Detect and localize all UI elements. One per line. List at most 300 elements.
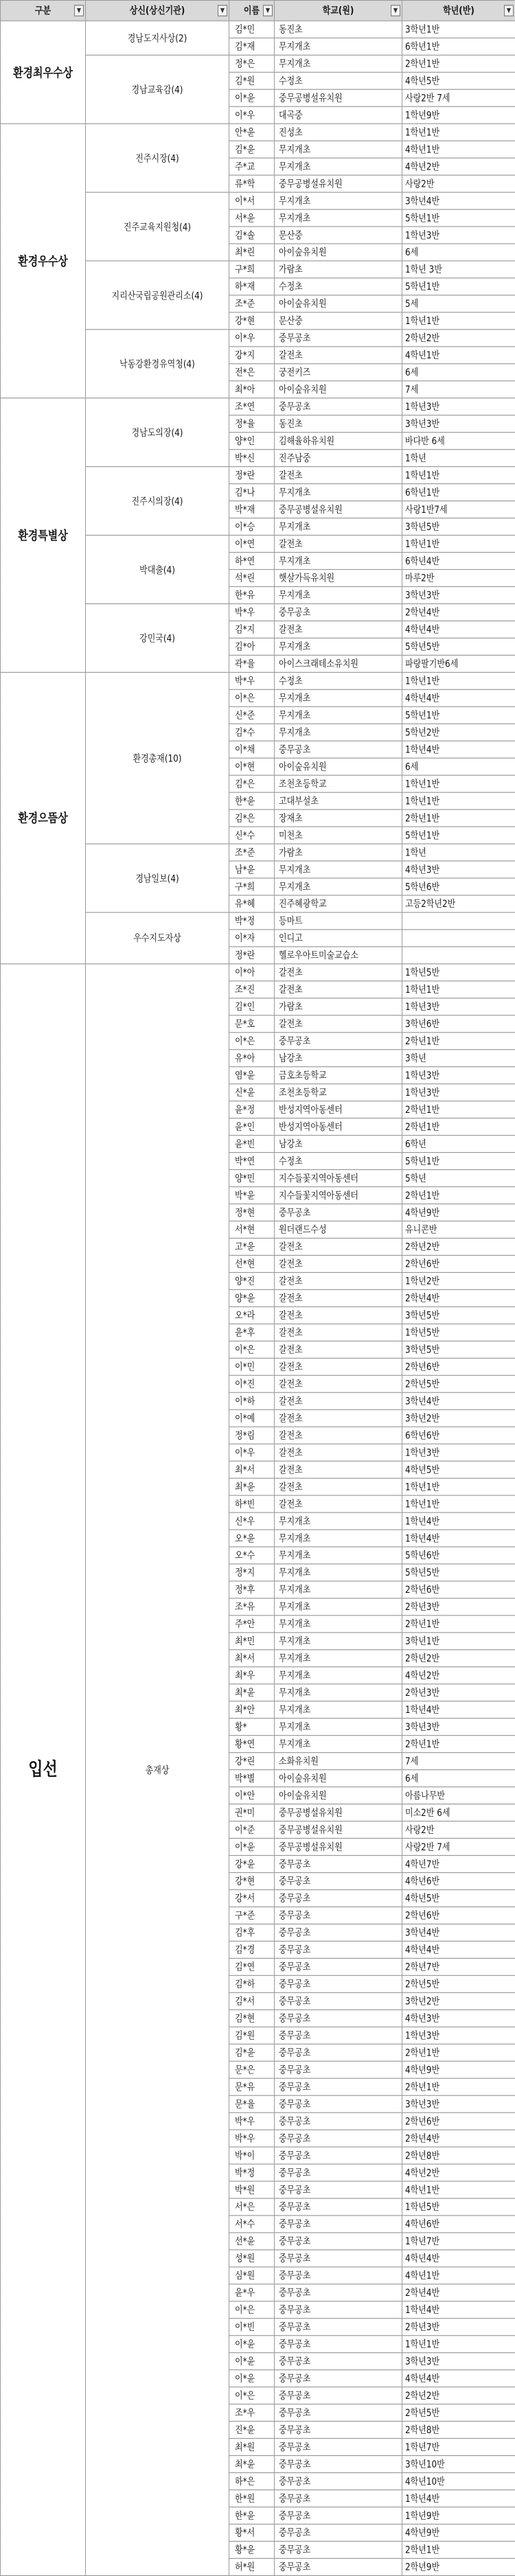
grade-class-cell: 2학년1반 bbox=[402, 1118, 515, 1136]
student-name-cell: 석*린 bbox=[229, 569, 275, 586]
grade-class-cell: 5학년5반 bbox=[402, 638, 515, 655]
student-name-cell: 김*원 bbox=[229, 72, 275, 89]
grade-class-cell: 1학년1반 bbox=[402, 792, 515, 809]
student-name-cell: 유*혜 bbox=[229, 895, 275, 912]
student-name-cell: 조*준 bbox=[229, 295, 275, 312]
header-nominating-org: 상신(상신기관) ▼ bbox=[86, 1, 229, 21]
student-name-cell: 이*빈 bbox=[229, 2319, 275, 2336]
student-name-cell: 조*진 bbox=[229, 981, 275, 998]
student-name-cell: 이*은 bbox=[229, 1341, 275, 1358]
student-name-cell: 최*우 bbox=[229, 1667, 275, 1684]
student-name-cell: 조*연 bbox=[229, 398, 275, 415]
grade-class-cell: 4학년2반 bbox=[402, 2164, 515, 2181]
grade-class-cell: 사랑2반 bbox=[402, 175, 515, 192]
school-cell: 중무공초 bbox=[275, 1033, 402, 1050]
school-cell: 무지개초 bbox=[275, 689, 402, 706]
student-name-cell: 김*윤 bbox=[229, 2044, 275, 2061]
grade-class-cell: 5학년1반 bbox=[402, 278, 515, 295]
school-cell: 무지개초 bbox=[275, 1650, 402, 1667]
grade-class-cell: 1학년4반 bbox=[402, 1701, 515, 1718]
grade-class-cell: 4학년5반 bbox=[402, 1889, 515, 1907]
school-cell: 갈전초 bbox=[275, 1375, 402, 1392]
grade-class-cell bbox=[402, 930, 515, 947]
grade-class-cell: 2학년8반 bbox=[402, 2422, 515, 2439]
school-cell: 대곡중 bbox=[275, 106, 402, 124]
filter-dropdown-icon[interactable]: ▼ bbox=[218, 5, 227, 16]
student-name-cell: 신*우 bbox=[229, 1513, 275, 1530]
student-name-cell: 주*안 bbox=[229, 1615, 275, 1633]
nominating-org-cell: 박대출(4) bbox=[86, 536, 229, 604]
grade-class-cell: 4학년4반 bbox=[402, 689, 515, 706]
school-cell: 무지개초 bbox=[275, 1633, 402, 1650]
school-cell: 수정초 bbox=[275, 1153, 402, 1170]
grade-class-cell: 1학년4반 bbox=[402, 1530, 515, 1547]
school-cell: 중무공초 bbox=[275, 2010, 402, 2027]
school-cell: 중무공초 bbox=[275, 1872, 402, 1889]
student-name-cell: 문*율 bbox=[229, 2095, 275, 2113]
student-name-cell: 윤*빈 bbox=[229, 1136, 275, 1153]
school-cell: 중무공초 bbox=[275, 2336, 402, 2353]
table-row bbox=[1, 21, 515, 38]
grade-class-cell: 3학년3반 bbox=[402, 586, 515, 603]
school-cell: 중무공초 bbox=[275, 2507, 402, 2525]
student-name-cell: 하*재 bbox=[229, 278, 275, 295]
student-name-cell: 최*서 bbox=[229, 1650, 275, 1667]
student-name-cell: 정*란 bbox=[229, 947, 275, 964]
grade-class-cell: 4학년9반 bbox=[402, 2524, 515, 2541]
school-cell: 무지개초 bbox=[275, 141, 402, 158]
school-cell: 갈전초 bbox=[275, 1358, 402, 1375]
grade-class-cell: 4학년5반 bbox=[402, 72, 515, 89]
school-cell: 중무공초 bbox=[275, 1958, 402, 1975]
grade-class-cell: 1학년1반 bbox=[402, 467, 515, 484]
grade-class-cell: 4학년4반 bbox=[402, 2370, 515, 2387]
school-cell: 중무공초 bbox=[275, 2095, 402, 2113]
grade-class-cell: 2학년8반 bbox=[402, 2147, 515, 2164]
grade-class-cell: 6학년4반 bbox=[402, 553, 515, 570]
school-cell: 갈전초 bbox=[275, 981, 402, 998]
school-cell: 수정초 bbox=[275, 72, 402, 89]
student-name-cell: 김*서 bbox=[229, 1992, 275, 2010]
grade-class-cell: 3학년4반 bbox=[402, 192, 515, 209]
grade-class-cell: 5학년6반 bbox=[402, 878, 515, 895]
table-row bbox=[1, 964, 515, 981]
school-cell: 무지개초 bbox=[275, 1615, 402, 1633]
school-cell: 아이숲유치원 bbox=[275, 381, 402, 398]
nominating-org-cell: 진주교육지원청(4) bbox=[86, 192, 229, 261]
school-cell: 원더랜드수성 bbox=[275, 1221, 402, 1238]
student-name-cell: 이*윤 bbox=[229, 2370, 275, 2387]
school-cell: 무지개초 bbox=[275, 1684, 402, 1701]
school-cell: 무지개초 bbox=[275, 553, 402, 570]
school-cell: 가람초 bbox=[275, 261, 402, 278]
grade-class-cell: 1학년5반 bbox=[402, 1324, 515, 1341]
student-name-cell: 권*미 bbox=[229, 1804, 275, 1821]
school-cell: 미천초 bbox=[275, 827, 402, 844]
school-cell: 햇살가득유치원 bbox=[275, 569, 402, 586]
student-name-cell: 김*아 bbox=[229, 638, 275, 655]
grade-class-cell: 2학년7반 bbox=[402, 1958, 515, 1975]
school-cell: 아이숲유치원 bbox=[275, 1770, 402, 1787]
student-name-cell: 최*민 bbox=[229, 1633, 275, 1650]
student-name-cell: 김*연 bbox=[229, 1958, 275, 1975]
grade-class-cell: 2학년5반 bbox=[402, 2404, 515, 2422]
student-name-cell: 강*지 bbox=[229, 347, 275, 364]
school-cell: 무지개초 bbox=[275, 1564, 402, 1581]
student-name-cell: 김*재 bbox=[229, 38, 275, 55]
student-name-cell: 남*윤 bbox=[229, 861, 275, 878]
school-cell: 무지개초 bbox=[275, 1701, 402, 1718]
grade-class-cell: 1학년1반 bbox=[402, 124, 515, 141]
student-name-cell: 서*수 bbox=[229, 2216, 275, 2233]
grade-class-cell: 4학년1반 bbox=[402, 141, 515, 158]
school-cell: 중무공초 bbox=[275, 741, 402, 758]
grade-class-cell: 1학년5반 bbox=[402, 2198, 515, 2216]
school-cell: 장재초 bbox=[275, 809, 402, 827]
grade-class-cell: 6세 bbox=[402, 1770, 515, 1787]
school-cell: 중무공초 bbox=[275, 2267, 402, 2284]
student-name-cell: 김*수 bbox=[229, 724, 275, 741]
grade-class-cell: 2학년6반 bbox=[402, 1358, 515, 1375]
school-cell: 중무공초 bbox=[275, 2541, 402, 2558]
grade-class-cell: 4학년1반 bbox=[402, 347, 515, 364]
grade-class-cell: 3학년4반 bbox=[402, 1392, 515, 1410]
school-cell: 진주혜광학교 bbox=[275, 895, 402, 912]
grade-class-cell: 1학년9반 bbox=[402, 106, 515, 124]
school-cell: 동진초 bbox=[275, 21, 402, 38]
student-name-cell: 윤*인 bbox=[229, 1118, 275, 1136]
grade-class-cell: 2학년6반 bbox=[402, 2113, 515, 2130]
nominating-org-cell: 경남교육감(4) bbox=[86, 55, 229, 124]
school-cell: 가람초 bbox=[275, 998, 402, 1015]
student-name-cell: 박*우 bbox=[229, 603, 275, 621]
student-name-cell: 윤*후 bbox=[229, 1324, 275, 1341]
student-name-cell: 이*아 bbox=[229, 964, 275, 981]
student-name-cell: 양*윤 bbox=[229, 1289, 275, 1307]
grade-class-cell: 3학년5반 bbox=[402, 1341, 515, 1358]
school-cell: 중무공초 bbox=[275, 330, 402, 347]
student-name-cell: 구*준 bbox=[229, 1907, 275, 1924]
school-cell: 무지개초 bbox=[275, 55, 402, 72]
student-name-cell: 류*학 bbox=[229, 175, 275, 192]
nominating-org-cell: 경남일보(4) bbox=[86, 844, 229, 912]
school-cell: 무지개초 bbox=[275, 192, 402, 209]
school-cell: 무지개초 bbox=[275, 1667, 402, 1684]
school-cell: 중무공병설유치원 bbox=[275, 175, 402, 192]
student-name-cell: 이*은 bbox=[229, 689, 275, 706]
nominating-org-cell: 낙동강환경유역청(4) bbox=[86, 330, 229, 398]
school-cell: 중무공초 bbox=[275, 2319, 402, 2336]
student-name-cell: 최*윤 bbox=[229, 2456, 275, 2473]
school-cell: 중무공초 bbox=[275, 2233, 402, 2250]
student-name-cell: 김*은 bbox=[229, 809, 275, 827]
student-name-cell: 박*정 bbox=[229, 2164, 275, 2181]
grade-class-cell: 2학년1반 bbox=[402, 2044, 515, 2061]
student-name-cell: 이*채 bbox=[229, 741, 275, 758]
student-name-cell: 문*유 bbox=[229, 2078, 275, 2095]
grade-class-cell: 2학년3반 bbox=[402, 1598, 515, 1615]
grade-class-cell: 2학년1반 bbox=[402, 2078, 515, 2095]
grade-class-cell: 사랑2반 7세 bbox=[402, 1839, 515, 1856]
student-name-cell: 하*빈 bbox=[229, 1495, 275, 1513]
grade-class-cell: 2학년3반 bbox=[402, 1684, 515, 1701]
grade-class-cell: 1학년4반 bbox=[402, 1513, 515, 1530]
grade-class-cell: 4학년2반 bbox=[402, 1667, 515, 1684]
grade-class-cell: 2학년4반 bbox=[402, 603, 515, 621]
grade-class-cell: 4학년6반 bbox=[402, 1872, 515, 1889]
student-name-cell: 성*원 bbox=[229, 2250, 275, 2267]
grade-class-cell: 1학년3반 bbox=[402, 1084, 515, 1101]
grade-class-cell: 2학년6반 bbox=[402, 1255, 515, 1272]
grade-class-cell: 4학년4반 bbox=[402, 1941, 515, 1958]
student-name-cell: 이*안 bbox=[229, 1787, 275, 1804]
school-cell: 중무공초 bbox=[275, 1975, 402, 1992]
grade-class-cell: 2학년2반 bbox=[402, 330, 515, 347]
school-cell: 중무공초 bbox=[275, 2301, 402, 2319]
school-cell: 문산중 bbox=[275, 312, 402, 330]
student-name-cell: 양*민 bbox=[229, 1170, 275, 1187]
school-cell: 중무공초 bbox=[275, 2027, 402, 2044]
grade-class-cell: 4학년6반 bbox=[402, 2216, 515, 2233]
student-name-cell: 문*은 bbox=[229, 2061, 275, 2078]
grade-class-cell: 3학년10반 bbox=[402, 2456, 515, 2473]
filter-dropdown-icon[interactable]: ▼ bbox=[74, 5, 84, 16]
student-name-cell: 이*자 bbox=[229, 930, 275, 947]
school-cell: 중무공초 bbox=[275, 1907, 402, 1924]
student-name-cell: 하*은 bbox=[229, 2473, 275, 2490]
student-name-cell: 박*연 bbox=[229, 1153, 275, 1170]
school-cell: 중무공초 bbox=[275, 2061, 402, 2078]
school-cell: 갈전초 bbox=[275, 347, 402, 364]
school-cell: 조천초등학교 bbox=[275, 775, 402, 792]
school-cell: 중무공초 bbox=[275, 2387, 402, 2404]
student-name-cell: 이*우 bbox=[229, 106, 275, 124]
grade-class-cell: 미소2반 6세 bbox=[402, 1804, 515, 1821]
grade-class-cell: 4학년4반 bbox=[402, 621, 515, 638]
student-name-cell: 박*원 bbox=[229, 2181, 275, 2198]
student-name-cell: 이*연 bbox=[229, 536, 275, 553]
grade-class-cell: 3학년 bbox=[402, 1050, 515, 1067]
student-name-cell: 염*윤 bbox=[229, 1067, 275, 1084]
grade-class-cell: 2학년4반 bbox=[402, 2284, 515, 2301]
school-cell: 갈전초 bbox=[275, 964, 402, 981]
header-category: 구분 ▼ bbox=[1, 1, 86, 21]
school-cell: 중무공초 bbox=[275, 1924, 402, 1941]
grade-class-cell: 5학년 bbox=[402, 1170, 515, 1187]
school-cell: 갈전초 bbox=[275, 1255, 402, 1272]
filter-dropdown-icon[interactable]: ▼ bbox=[504, 5, 514, 16]
school-cell: 무지개초 bbox=[275, 518, 402, 536]
school-cell: 중무공초 bbox=[275, 2370, 402, 2387]
school-cell: 무지개초 bbox=[275, 38, 402, 55]
school-cell: 무지개초 bbox=[275, 1718, 402, 1736]
grade-class-cell: 1학년4반 bbox=[402, 2490, 515, 2507]
student-name-cell: 박*이 bbox=[229, 2147, 275, 2164]
school-cell: 중무공병설유치원 bbox=[275, 1804, 402, 1821]
header-name: 이름 ▼ bbox=[229, 1, 275, 21]
student-name-cell: 조*준 bbox=[229, 844, 275, 861]
student-name-cell: 신*수 bbox=[229, 827, 275, 844]
school-cell: 갈전초 bbox=[275, 1461, 402, 1478]
school-cell: 갈전초 bbox=[275, 1392, 402, 1410]
student-name-cell: 김*은 bbox=[229, 775, 275, 792]
grade-class-cell: 3학년3반 bbox=[402, 2095, 515, 2113]
grade-class-cell: 1학년5반 bbox=[402, 964, 515, 981]
grade-class-cell: 2학년4반 bbox=[402, 1289, 515, 1307]
grade-class-cell: 1학년1반 bbox=[402, 312, 515, 330]
school-cell: 갈전초 bbox=[275, 1307, 402, 1324]
grade-class-cell: 아름나무반 bbox=[402, 1787, 515, 1804]
school-cell: 중무공초 bbox=[275, 2181, 402, 2198]
student-name-cell: 전*은 bbox=[229, 364, 275, 381]
grade-class-cell: 3학년5반 bbox=[402, 1307, 515, 1324]
school-cell: 진주남중 bbox=[275, 450, 402, 467]
student-name-cell: 서*윤 bbox=[229, 209, 275, 227]
grade-class-cell: 3학년4반 bbox=[402, 1924, 515, 1941]
grade-class-cell: 1학년4반 bbox=[402, 741, 515, 758]
school-cell: 인디고 bbox=[275, 930, 402, 947]
student-name-cell: 황* bbox=[229, 1718, 275, 1736]
header-grade: 학년(반) ▼ bbox=[402, 1, 515, 21]
grade-class-cell: 3학년1반 bbox=[402, 21, 515, 38]
student-name-cell: 진*윤 bbox=[229, 2422, 275, 2439]
grade-class-cell: 사랑1반7세 bbox=[402, 501, 515, 518]
school-cell: 무지개초 bbox=[275, 1736, 402, 1753]
award-category-cell: 환경특별상 bbox=[1, 398, 86, 673]
student-name-cell: 곽*율 bbox=[229, 655, 275, 672]
school-cell: 문산중 bbox=[275, 227, 402, 244]
school-cell: 무지개초 bbox=[275, 158, 402, 175]
nominating-org-cell: 진주시의장(4) bbox=[86, 467, 229, 536]
nominating-org-cell: 우수지도자상 bbox=[86, 912, 229, 964]
grade-class-cell: 6학년1반 bbox=[402, 38, 515, 55]
student-name-cell: 고*윤 bbox=[229, 1238, 275, 1255]
student-name-cell: 박*우 bbox=[229, 672, 275, 689]
nominating-org-cell: 경남도의장(4) bbox=[86, 398, 229, 467]
award-category-cell: 환경우수상 bbox=[1, 124, 86, 398]
school-cell: 아이숲유치원 bbox=[275, 758, 402, 775]
filter-dropdown-icon[interactable]: ▼ bbox=[263, 5, 273, 16]
student-name-cell: 선*현 bbox=[229, 1255, 275, 1272]
student-name-cell: 최*린 bbox=[229, 244, 275, 261]
grade-class-cell: 2학년5반 bbox=[402, 1375, 515, 1392]
student-name-cell: 김*솔 bbox=[229, 227, 275, 244]
grade-class-cell: 5학년1반 bbox=[402, 1153, 515, 1170]
student-name-cell: 오*수 bbox=[229, 1547, 275, 1564]
school-cell: 중무공초 bbox=[275, 2164, 402, 2181]
student-name-cell: 박*정 bbox=[229, 912, 275, 930]
grade-class-cell: 2학년1반 bbox=[402, 1101, 515, 1118]
school-cell: 갈전초 bbox=[275, 1495, 402, 1513]
grade-class-cell: 3학년2반 bbox=[402, 1992, 515, 2010]
nominating-org-cell: 지리산국립공원관리소(4) bbox=[86, 261, 229, 330]
school-cell: 중무공초 bbox=[275, 2473, 402, 2490]
school-cell: 중무공초 bbox=[275, 2404, 402, 2422]
student-name-cell: 허*원 bbox=[229, 2558, 275, 2575]
grade-class-cell: 사랑2반 7세 bbox=[402, 89, 515, 106]
grade-class-cell: 2학년9반 bbox=[402, 2558, 515, 2575]
nominating-org-cell: 총재상 bbox=[86, 964, 229, 2576]
grade-class-cell: 1학년4반 bbox=[402, 2301, 515, 2319]
school-cell: 아이숲유치원 bbox=[275, 244, 402, 261]
school-cell: 무지개초 bbox=[275, 209, 402, 227]
student-name-cell: 김*인 bbox=[229, 998, 275, 1015]
grade-class-cell: 5학년6반 bbox=[402, 1547, 515, 1564]
school-cell: 무지개초 bbox=[275, 1581, 402, 1598]
student-name-cell: 주*교 bbox=[229, 158, 275, 175]
table-row bbox=[1, 672, 515, 689]
student-name-cell: 이*우 bbox=[229, 330, 275, 347]
student-name-cell: 이*예 bbox=[229, 1410, 275, 1427]
grade-class-cell: 6세 bbox=[402, 758, 515, 775]
student-name-cell: 정*율 bbox=[229, 415, 275, 433]
student-name-cell: 이*은 bbox=[229, 1033, 275, 1050]
grade-class-cell: 4학년9반 bbox=[402, 1204, 515, 1221]
grade-class-cell: 4학년5반 bbox=[402, 1461, 515, 1478]
grade-class-cell: 3학년1반 bbox=[402, 1633, 515, 1650]
student-name-cell: 강*현 bbox=[229, 1872, 275, 1889]
grade-class-cell: 2학년2반 bbox=[402, 2387, 515, 2404]
grade-class-cell: 5학년2반 bbox=[402, 724, 515, 741]
grade-class-cell: 고등2학년2반 bbox=[402, 895, 515, 912]
school-cell: 중무공초 bbox=[275, 2490, 402, 2507]
school-cell: 갈전초 bbox=[275, 536, 402, 553]
school-cell: 중무공병설유치원 bbox=[275, 501, 402, 518]
student-name-cell: 최*윤 bbox=[229, 1478, 275, 1495]
award-category-cell: 환경최우수상 bbox=[1, 21, 86, 124]
student-name-cell: 황*서 bbox=[229, 2524, 275, 2541]
grade-class-cell: 3학년2반 bbox=[402, 1410, 515, 1427]
grade-class-cell: 4학년7반 bbox=[402, 1856, 515, 1873]
school-cell: 갈전초 bbox=[275, 1444, 402, 1461]
nominating-org-cell: 진주시장(4) bbox=[86, 124, 229, 192]
school-cell: 진성초 bbox=[275, 124, 402, 141]
school-cell: 중무공초 bbox=[275, 2439, 402, 2456]
grade-class-cell: 1학년3반 bbox=[402, 227, 515, 244]
student-name-cell: 조*우 bbox=[229, 2404, 275, 2422]
student-name-cell: 구*희 bbox=[229, 261, 275, 278]
grade-class-cell: 3학년5반 bbox=[402, 518, 515, 536]
school-cell: 중무공초 bbox=[275, 1941, 402, 1958]
student-name-cell: 정*은 bbox=[229, 55, 275, 72]
grade-class-cell: 2학년4반 bbox=[402, 2130, 515, 2147]
school-cell: 중무공초 bbox=[275, 2147, 402, 2164]
filter-dropdown-icon[interactable]: ▼ bbox=[391, 5, 400, 16]
grade-class-cell: 1학년7반 bbox=[402, 2439, 515, 2456]
student-name-cell: 정*후 bbox=[229, 1581, 275, 1598]
student-name-cell: 신*윤 bbox=[229, 1084, 275, 1101]
grade-class-cell: 바다반 6세 bbox=[402, 433, 515, 450]
school-cell: 갈전초 bbox=[275, 1015, 402, 1033]
grade-class-cell: 1학년1반 bbox=[402, 981, 515, 998]
school-cell: 중무공초 bbox=[275, 2353, 402, 2370]
school-cell: 무지개초 bbox=[275, 706, 402, 724]
grade-class-cell: 마루2반 bbox=[402, 569, 515, 586]
school-cell: 김해율하유치원 bbox=[275, 433, 402, 450]
grade-class-cell: 6세 bbox=[402, 364, 515, 381]
student-name-cell: 이*은 bbox=[229, 2301, 275, 2319]
school-cell: 남강초 bbox=[275, 1050, 402, 1067]
school-cell: 중무공초 bbox=[275, 1204, 402, 1221]
school-cell: 반성지역아동센터 bbox=[275, 1118, 402, 1136]
grade-class-cell: 1학년1반 bbox=[402, 1495, 515, 1513]
table-row bbox=[1, 124, 515, 141]
school-cell: 중무공초 bbox=[275, 2250, 402, 2267]
student-name-cell: 서*현 bbox=[229, 1221, 275, 1238]
table-body bbox=[1, 21, 515, 2575]
school-cell: 반성지역아동센터 bbox=[275, 1101, 402, 1118]
nominating-org-cell: 강민국(4) bbox=[86, 603, 229, 672]
